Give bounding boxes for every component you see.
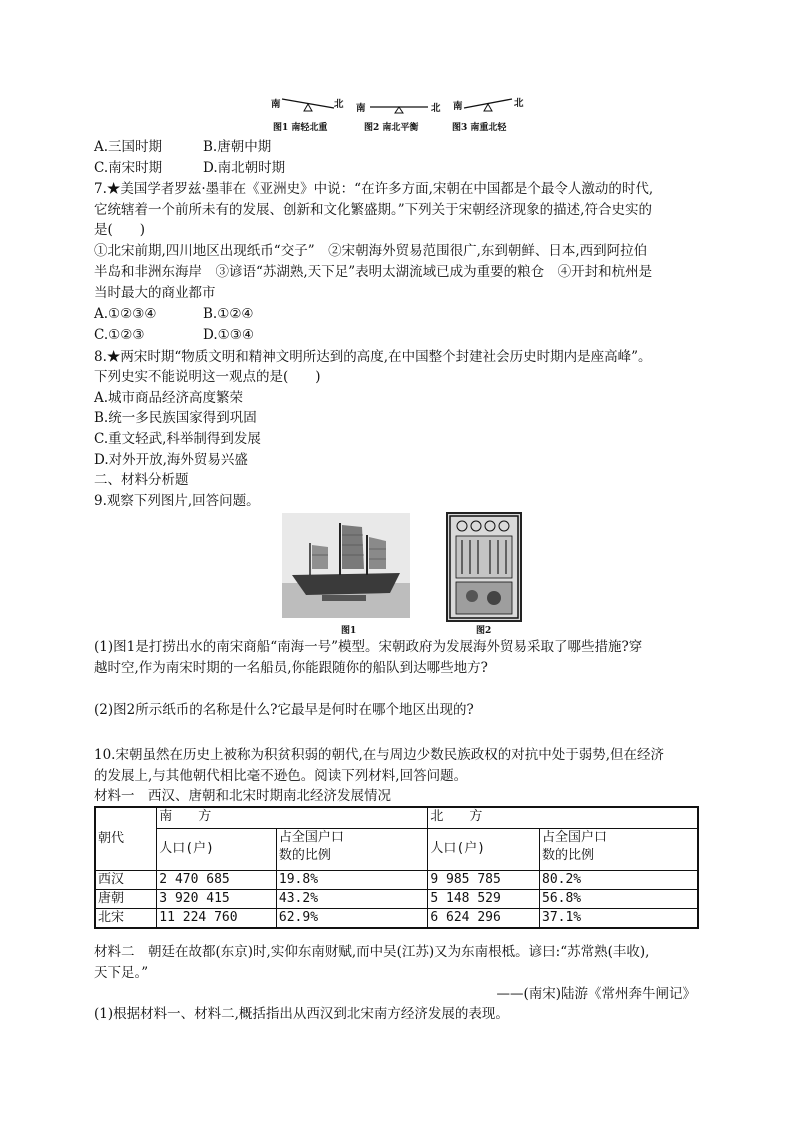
q7-item-line3: 当时最大的商业都市 bbox=[94, 285, 216, 301]
q10-stem-line2: 的发展上,与其他朝代相比毫不逊色。阅读下列材料,回答问题。 bbox=[94, 768, 468, 784]
junk-ship-icon bbox=[282, 513, 410, 618]
scale2-icon bbox=[368, 100, 430, 114]
cell-south-ratio: 43.2% bbox=[276, 889, 427, 908]
table-row bbox=[95, 889, 698, 908]
q8-option-c: C.重文轻武,科举制得到发展 bbox=[94, 431, 261, 447]
q6-option-b: B.唐朝中期 bbox=[203, 139, 272, 155]
q8-stem-line2: 下列史实不能说明这一观点的是( ) bbox=[94, 369, 321, 385]
section-title: 二、材料分析题 bbox=[94, 472, 189, 488]
q9-sub1-line1: (1)图1是打捞出水的南宋商船“南海一号”模型。宋朝政府为发展海外贸易采取了哪些措施?穿 bbox=[94, 639, 643, 655]
q7-option-b: B.①②④ bbox=[203, 306, 254, 322]
scale1-north-label: 北 bbox=[334, 99, 344, 110]
material2-line1: 材料二 朝廷在故都(东京)时,实仰东南财赋,而中吴(江苏)又为东南根柢。谚曰:“苏常熟(丰收), bbox=[94, 944, 650, 960]
cell-north-ratio: 80.2% bbox=[540, 870, 699, 889]
q7-stem-line3: 是( ) bbox=[94, 222, 146, 238]
scale1-icon bbox=[280, 96, 336, 112]
cell-dynasty: 唐朝 bbox=[95, 889, 157, 908]
q7-option-c: C.①②③ bbox=[94, 327, 145, 343]
cell-south-pop: 2 470 685 bbox=[157, 870, 277, 889]
table-row bbox=[95, 870, 698, 889]
scale2-south-label: 南 bbox=[356, 103, 366, 114]
q8-option-d: D.对外开放,海外贸易兴盛 bbox=[94, 452, 248, 468]
ship-model-photo bbox=[282, 513, 410, 618]
q7-item-line1: ①北宋前期,四川地区出现纸币“交子” ②宋朝海外贸易范围很广,东到朝鲜、日本,西到阿拉伯 bbox=[94, 243, 648, 259]
cell-south-pop: 11 224 760 bbox=[157, 908, 277, 928]
q6-option-c: C.南宋时期 bbox=[94, 160, 163, 176]
q9-stem: 9.观察下列图片,回答问题。 bbox=[94, 493, 260, 509]
scale3-icon bbox=[462, 96, 514, 112]
jiaozi-paper-money bbox=[446, 512, 522, 622]
cell-dynasty: 西汉 bbox=[95, 870, 157, 889]
cell-north-pop: 9 985 785 bbox=[428, 870, 540, 889]
fig1-caption: 图1 bbox=[341, 626, 357, 636]
header-north: 北 方 bbox=[428, 807, 698, 828]
population-table bbox=[94, 806, 699, 929]
header-north-ratio: 占全国户口 数的比例 bbox=[540, 828, 699, 870]
scale3-south-label: 南 bbox=[453, 101, 463, 112]
cell-south-pop: 3 920 415 bbox=[157, 889, 277, 908]
header-south: 南 方 bbox=[157, 807, 428, 828]
cell-north-pop: 5 148 529 bbox=[428, 889, 540, 908]
scale3-caption: 图3 南重北轻 bbox=[452, 123, 507, 133]
scale3-north-label: 北 bbox=[514, 98, 524, 109]
q9-sub1-line2: 越时空,作为南宋时期的一名船员,你能跟随你的船队到达哪些地方? bbox=[94, 660, 488, 676]
q6-option-a: A.三国时期 bbox=[94, 139, 163, 155]
material2-line2: 天下足。” bbox=[94, 965, 149, 981]
q10-sub1: (1)根据材料一、材料二,概括指出从西汉到北宋南方经济发展的表现。 bbox=[94, 1006, 509, 1022]
header-north-pop: 人口(户) bbox=[428, 828, 540, 870]
paper-money-icon bbox=[448, 514, 520, 620]
cell-north-pop: 6 624 296 bbox=[428, 908, 540, 928]
table-row bbox=[95, 908, 698, 928]
header-dynasty: 朝代 bbox=[95, 807, 157, 870]
cell-north-ratio: 56.8% bbox=[540, 889, 699, 908]
q9-sub2: (2)图2所示纸币的名称是什么?它最早是何时在哪个地区出现的? bbox=[94, 702, 474, 718]
q10-stem-line1: 10.宋朝虽然在历史上被称为积贫积弱的朝代,在与周边少数民族政权的对抗中处于弱势,但在经济 bbox=[94, 747, 665, 763]
scale1-south-label: 南 bbox=[271, 99, 281, 110]
cell-south-ratio: 62.9% bbox=[276, 908, 427, 928]
q8-option-a: A.城市商品经济高度繁荣 bbox=[94, 390, 244, 406]
cell-south-ratio: 19.8% bbox=[276, 870, 427, 889]
material2-source: ——(南宋)陆游《常州奔牛闸记》 bbox=[496, 986, 696, 1002]
q7-item-line2: 半岛和非洲东海岸 ③谚语“苏湖熟,天下足”表明太湖流域已成为重要的粮仓 ④开封和杭州是 bbox=[94, 264, 653, 280]
header-south-ratio: 占全国户口 数的比例 bbox=[276, 828, 427, 870]
q8-stem-line1: 8.★两宋时期“物质文明和精神文明所达到的高度,在中国整个封建社会历史时期内是座高峰”。 bbox=[94, 349, 652, 365]
cell-dynasty: 北宋 bbox=[95, 908, 157, 928]
q7-option-a: A.①②③④ bbox=[94, 306, 157, 322]
q7-option-d: D.①③④ bbox=[203, 327, 254, 343]
header-south-pop: 人口(户) bbox=[157, 828, 277, 870]
q6-option-d: D.南北朝时期 bbox=[203, 160, 286, 176]
q7-stem-line2: 它统辖着一个前所未有的发展、创新和文化繁盛期。”下列关于宋朝经济现象的描述,符合史实的 bbox=[94, 202, 652, 218]
material1-title: 材料一 西汉、唐朝和北宋时期南北经济发展情况 bbox=[94, 788, 391, 804]
q7-stem-line1: 7.★美国学者罗兹·墨菲在《亚洲史》中说：“在许多方面,宋朝在中国都是个最令人激动的时代, bbox=[94, 181, 654, 197]
q8-option-b: B.统一多民族国家得到巩固 bbox=[94, 410, 257, 426]
cell-north-ratio: 37.1% bbox=[540, 908, 699, 928]
fig2-caption: 图2 bbox=[476, 626, 492, 636]
scale2-north-label: 北 bbox=[431, 103, 441, 114]
scale1-caption: 图1 南轻北重 bbox=[273, 123, 328, 133]
scale2-caption: 图2 南北平衡 bbox=[364, 123, 419, 133]
